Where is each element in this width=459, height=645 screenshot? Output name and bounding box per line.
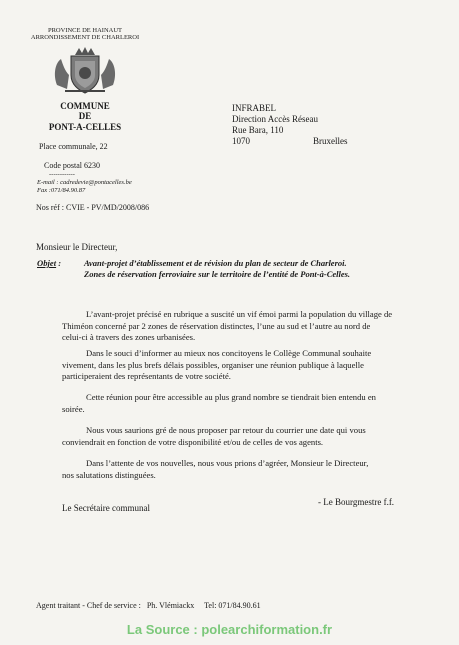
secretary-signature-label: Le Secrétaire communal	[62, 503, 150, 513]
separator-dashes: ------------	[49, 171, 75, 178]
object-line2: Zones de réservation ferroviaire sur le territoire de l’entité de Pont-à-Celles.	[84, 269, 351, 279]
paragraph-4-line: Nous vous saurions gré de nous proposer par retour du courrier une date qui vous	[86, 425, 366, 435]
mayor-signature-label: - Le Bourgmestre f.f.	[318, 497, 395, 507]
paragraph-1-line: celui-ci à travers des zones urbanisées.	[62, 332, 196, 342]
commune-title-line2: DE	[78, 111, 92, 121]
commune-email: E-mail : cadredevie@pontacelles.be	[37, 179, 132, 186]
recipient-city: Bruxelles	[313, 136, 348, 146]
object-label-colon: :	[56, 258, 62, 268]
paragraph-5-line: nos salutations distinguées.	[62, 469, 156, 480]
recipient-line1: INFRABEL	[232, 103, 277, 113]
salutation: Monsieur le Directeur,	[36, 242, 118, 252]
paragraph-1-line: Thiméon concerné par 2 zones de réservation distinctes, l’une au sud et l’autre au nord de	[62, 320, 371, 331]
paragraph-3-line: Cette réunion pour être accessible au plus grand nombre se tiendrait bien entendu en	[86, 392, 376, 402]
paragraph-1	[62, 309, 412, 344]
agent-contact: Agent traitant - Chef de service : Ph. Vlémiackx Tel: 071/84.90.61	[36, 601, 261, 610]
paragraph-2	[62, 348, 412, 383]
paragraph-2-line: participeraient des représentants de votre société.	[62, 371, 231, 381]
paragraph-3-line: soirée.	[62, 403, 85, 414]
commune-postal-code: Code postal 6230	[44, 161, 100, 170]
commune-title-line3: PONT-A-CELLES	[48, 122, 122, 132]
paragraph-2-line: Dans le souci d’informer au mieux nos concitoyens le Collège Communal souhaite	[86, 348, 372, 358]
paragraph-1-line: L’avant-projet précisé en rubrique a suscité un vif émoi parmi la population du village de	[86, 309, 393, 319]
paragraph-2-line: vivement, dans les plus brefs délais possibles, organiser une réunion publique à laquelle	[62, 359, 364, 370]
paragraph-4	[62, 425, 412, 448]
recipient-postcode: 1070	[232, 136, 250, 146]
paragraph-3	[62, 392, 412, 415]
object-label	[37, 258, 61, 269]
reference-number: Nos réf : CVIE - PV/MD/2008/086	[36, 203, 150, 212]
object-line1: Avant-projet d’établissement et de révision du plan de secteur de Charleroi.	[84, 258, 347, 268]
province-label: PROVINCE DE HAINAUT	[47, 27, 123, 34]
recipient-line3: Rue Bara, 110	[232, 125, 284, 135]
paragraph-5	[62, 458, 412, 481]
coat-of-arms-icon	[51, 45, 119, 95]
arrondissement-label: ARRONDISSEMENT DE CHARLEROI	[30, 34, 140, 41]
commune-address: Place communale, 22	[39, 142, 108, 151]
source-credit: La Source : polearchiformation.fr	[126, 622, 333, 637]
recipient-line2: Direction Accès Réseau	[232, 114, 318, 124]
commune-title-line1: COMMUNE	[60, 101, 110, 111]
paragraph-4-line: conviendrait en fonction de votre disponibilité et/ou de celles de vos agents.	[62, 436, 324, 447]
paragraph-5-line: Dans l’attente de vos nouvelles, nous vous prions d’agréer, Monsieur le Directeur,	[86, 458, 369, 468]
object-label-text: Objet	[37, 258, 57, 268]
commune-fax: Fax :071/84.90.87	[37, 187, 86, 194]
